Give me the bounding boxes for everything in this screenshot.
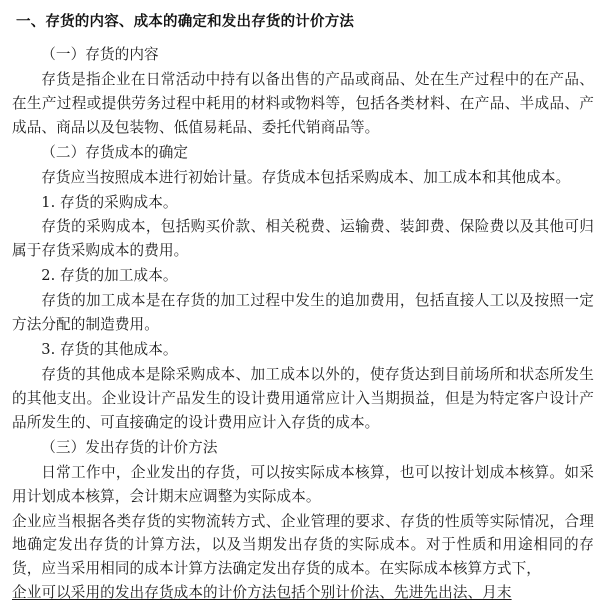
paragraph-inventory-content-title: （一）存货的内容 xyxy=(41,46,159,64)
paragraph-issue-valuation-title: （三）发出存货的计价方法 xyxy=(41,438,218,456)
paragraph-other-cost-title: 3. 存货的其他成本。 xyxy=(41,341,178,359)
paragraph-cost-determination-title: （二）存货成本的确定 xyxy=(41,143,189,161)
paragraph-valuation-methods-underlined xyxy=(12,581,594,605)
paragraph-processing-cost-title: 2. 存货的加工成本。 xyxy=(41,267,178,285)
paragraph-cost-method-selection: 企业应当根据各类存货的实物流转方式、企业管理的要求、存货的性质等实际情况，合理地确定发出存货的计算方法，以及当期发出存货的实际成本。对于性质和用途相同的存货，应当采用相同的成本计算方法确定发出存货的成本。在实际成本核算方式下， xyxy=(12,512,594,578)
paragraph-other-cost-body: 存货的其他成本是除采购成本、加工成本以外的，使存货达到目前场所和状态所发生的其他支出。企业设计产品发生的设计费用通常应计入当期损益，但是为特定客户设计产品所发生的、可直接确定的设计费用应计入存货的成本。 xyxy=(12,366,594,431)
paragraph-processing-cost-body: 存货的加工成本是在存货的加工过程中发生的追加费用，包括直接人工以及按照一定方法分配的制造费用。 xyxy=(12,292,594,334)
paragraph-inventory-definition: 存货是指企业在日常活动中持有以备出售的产品或商品、处在生产过程中的在产品、在生产过程或提供劳务过程中耗用的材料或物料等，包括各类材料、在产品、半成品、产成品、商品以及包装物、低值易耗品、委托代销商品等。 xyxy=(12,70,594,136)
paragraph-purchase-cost-body: 存货的采购成本，包括购买价款、相关税费、运输费、装卸费、保险费以及其他可归属于存货采购成本的费用。 xyxy=(12,218,594,260)
paragraph-purchase-cost-title: 1. 存货的采购成本。 xyxy=(41,193,178,211)
paragraph-cost-initial-measurement: 存货应当按照成本进行初始计量。存货成本包括采购成本、加工成本和其他成本。 xyxy=(41,168,571,186)
page-heading: 一、存货的内容、成本的确定和发出存货的计价方法 xyxy=(16,14,355,30)
paragraph-issue-valuation-body: 日常工作中，企业发出的存货，可以按实际成本核算，也可以按计划成本核算。如采用计划成本核算，会计期末应调整为实际成本。 xyxy=(12,463,594,505)
underlined-text: 企业可以采用的发出存货成本的计价方法包括个别计价法、先进先出法、月末 xyxy=(12,584,512,602)
